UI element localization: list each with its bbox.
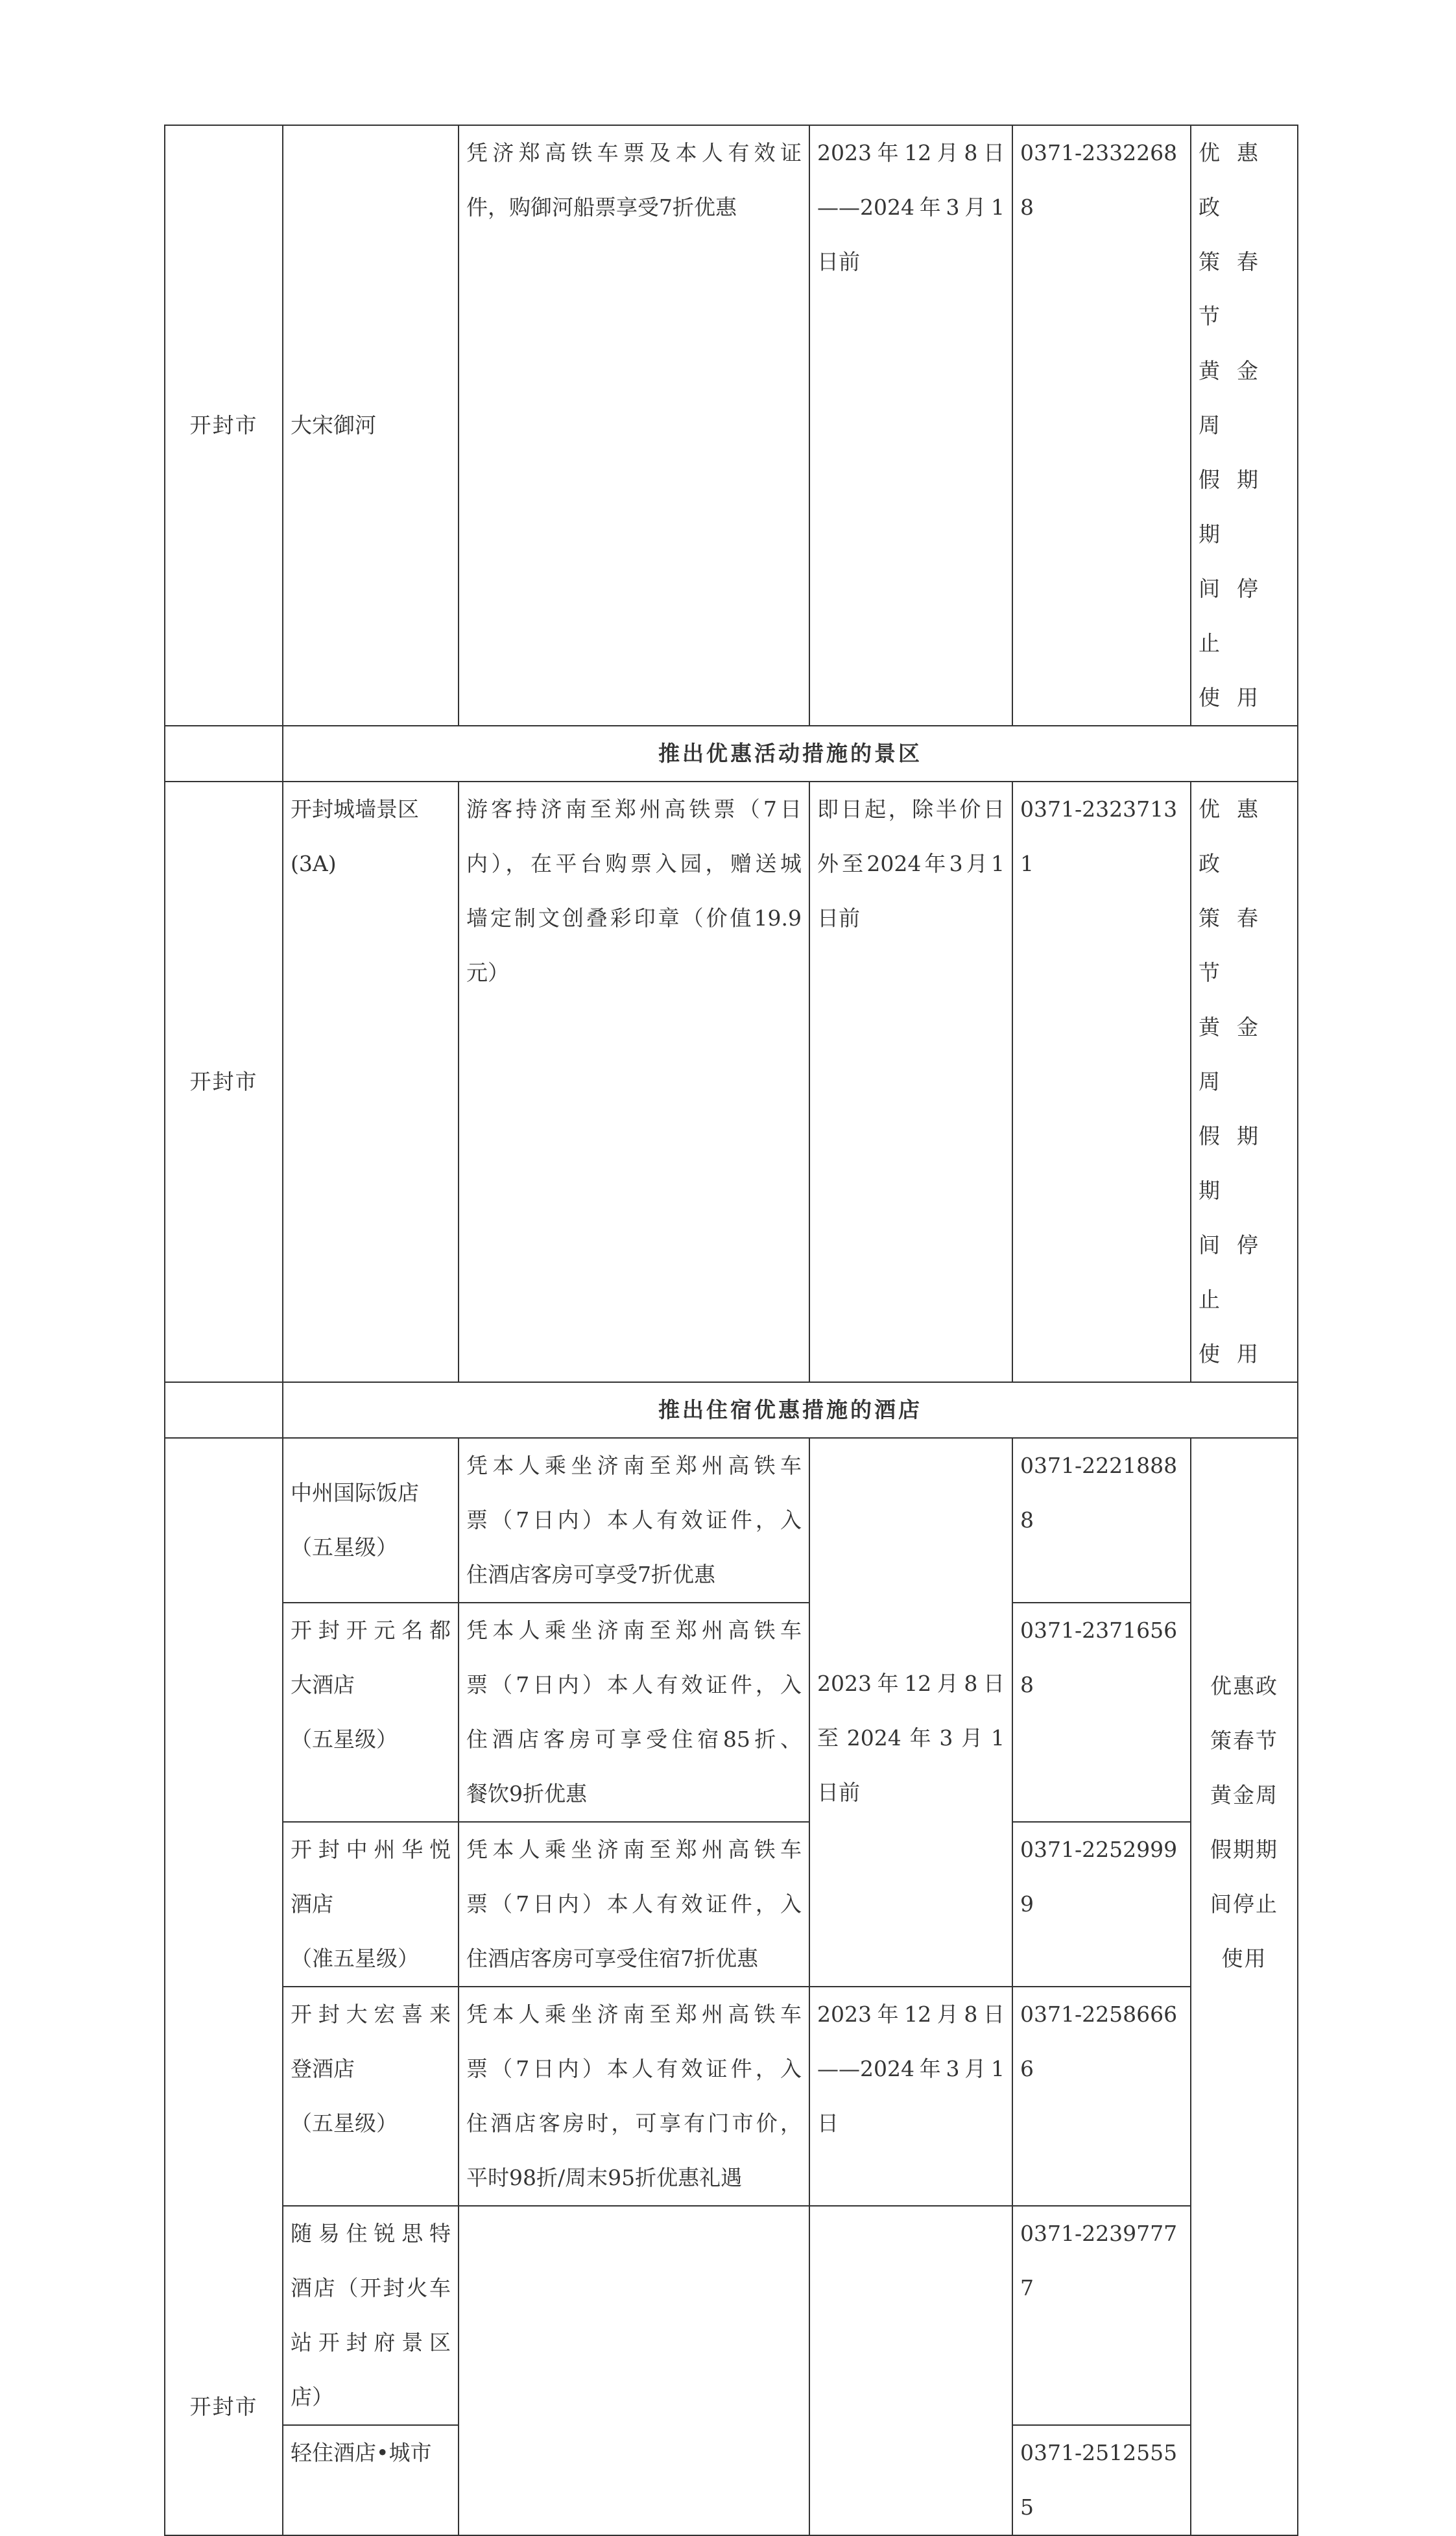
phone-cell: 0371-23716568 [1012,1603,1191,1822]
offer-line: 凭本人乘坐济南至郑州高铁车 [466,1453,802,1478]
note-line: 假期期 [1199,1123,1275,1203]
hotel-name-line: 中州国际饭店 [291,1480,419,1505]
offer-line: 件，购御河船票享受7折优惠 [466,195,737,220]
city-cell: 开封市 [165,782,283,1382]
hotel-name-line: （五星级） [291,1535,398,1560]
period-line: 至2024年3月1 [817,1725,1005,1751]
note-line: 策春节 [1199,905,1275,985]
offer-line: 凭本人乘坐济南至郑州高铁车 [466,1618,802,1643]
period-line: 日前 [817,905,860,931]
note-line: 使用 [1199,685,1275,710]
offer-line: 住酒店客房时，可享有门市价， [466,2111,802,2136]
offer-line: 票（7日内）本人有效证件，入 [466,2056,802,2081]
note-cell [1191,782,1298,1382]
hotel-name-cell [283,1987,459,2206]
hotel-name-line: 大酒店 [291,1672,355,1697]
note-line: 黄金周 [1199,1014,1275,1094]
offer-line: 住酒店客房可享受住宿85折、 [466,1727,802,1752]
hotel-name-line: （五星级） [291,1727,398,1752]
offer-line: 凭济郑高铁车票及本人有效证 [466,140,802,165]
city-cell: 开封市 [165,125,283,726]
note-line: 间停止 [1210,1891,1278,1917]
section-title: 推出优惠活动措施的景区 [283,726,1298,782]
offer-line: 墙定制文创叠彩印章（价值19.9 [466,905,802,931]
note-line: 优惠政 [1199,140,1275,220]
section-header-row [165,1382,1298,1438]
period-cell [809,1987,1012,2206]
offer-line: 凭本人乘坐济南至郑州高铁车 [466,2002,802,2027]
empty-cell [165,1382,283,1438]
hotel-name-line: 酒店（开封火车 [291,2275,451,2301]
city-cell: 开封市 [165,1438,283,2535]
period-cell [809,782,1012,1382]
note-line: 假期期 [1199,467,1275,547]
period-line: 2023年12月8日 [817,1671,1005,1696]
offer-line: 凭本人乘坐济南至郑州高铁车 [466,1837,802,1862]
period-cell [809,125,1012,726]
section-title: 推出住宿优惠措施的酒店 [283,1382,1298,1438]
offer-line: 游客持济南至郑州高铁票（7日 [466,796,802,822]
offer-cell [459,2206,809,2535]
offer-cell [459,1987,809,2206]
period-line: ——2024年3月1 [817,195,1005,220]
offer-cell [459,1438,809,1603]
note-line: 优惠政 [1199,796,1275,876]
offer-line: 餐饮9折优惠 [466,1781,587,1806]
hotel-name-line: 开封中州华悦 [291,1837,451,1862]
hotel-name-line: 站开封府景区 [291,2330,451,2355]
offer-line: 元） [466,960,509,985]
period-line: 日前 [817,1780,860,1805]
period-line: 即日起，除半价日 [817,796,1005,822]
section-header-row [165,726,1298,782]
offer-cell [459,782,809,1382]
hotel-name-cell: 轻住酒店•城市 [283,2425,459,2535]
period-line: 2023年12月8日 [817,140,1005,165]
note-line: 使用 [1199,1341,1275,1367]
hotel-name-cell [283,1822,459,1987]
period-line: 2023年12月8日 [817,2002,1005,2027]
hotel-name-line: 酒店 [291,1891,333,1917]
phone-cell: 0371-22529999 [1012,1822,1191,1987]
table-row [165,1603,1298,1822]
offer-line: 票（7日内）本人有效证件，入 [466,1891,802,1917]
hotel-name-line: （准五星级） [291,1946,419,1971]
period-line: 外至2024年3月1 [817,851,1005,876]
note-line: 假期期 [1210,1837,1278,1862]
hotel-name-cell [283,1438,459,1603]
venue-name-line: (3A) [291,851,337,876]
hotel-name-line: 随易住锐思特 [291,2221,451,2246]
phone-cell: 0371-22397777 [1012,2206,1191,2425]
hotel-name-line: （五星级） [291,2111,398,2136]
hotel-name-cell [283,1603,459,1822]
table-row [165,1438,1298,1603]
note-cell [1191,125,1298,726]
table-row [165,2206,1298,2425]
venue-name: 大宋御河 [291,413,376,438]
period-line: 日 [817,2111,839,2136]
table-row [165,1822,1298,1987]
empty-cell [165,726,283,782]
period-line: 日前 [817,249,860,274]
hotel-name-line: 店） [291,2384,333,2410]
hotel-name-line: 登酒店 [291,2056,355,2081]
table-row [165,125,1298,726]
phone-cell: 0371-22586666 [1012,1987,1191,2206]
phone-cell: 0371-23322688 [1012,125,1191,726]
offer-cell [459,1603,809,1822]
note-line: 间停止 [1199,1232,1275,1312]
offer-line: 内），在平台购票入园，赠送城 [466,851,802,876]
offer-line: 票（7日内）本人有效证件，入 [466,1672,802,1697]
venue-name-cell [283,782,459,1382]
offer-line: 平时98折/周末95折优惠礼遇 [466,2165,743,2190]
phone-cell: 0371-23237131 [1012,782,1191,1382]
venue-name-cell [283,125,459,726]
hotel-name-cell [283,2206,459,2425]
offer-cell [459,125,809,726]
venue-name-line: 开封城墙景区 [291,796,419,822]
hotel-name-line: 开封大宏喜来 [291,2002,451,2027]
note-line: 策春节 [1210,1728,1278,1753]
offer-line: 票（7日内）本人有效证件，入 [466,1507,802,1533]
note-line: 间停止 [1199,576,1275,656]
note-line: 黄金周 [1210,1782,1278,1808]
note-line: 黄金周 [1199,358,1275,438]
note-line: 策春节 [1199,249,1275,329]
hotel-name-line: 开封开元名都 [291,1618,451,1643]
period-cell [809,2206,1012,2535]
offer-cell [459,1822,809,1987]
phone-cell: 0371-25125555 [1012,2425,1191,2535]
table-row [165,782,1298,1382]
phone-cell: 0371-22218888 [1012,1438,1191,1603]
discount-table [164,125,1298,2536]
period-cell [809,1438,1012,1987]
table-row [165,1987,1298,2206]
note-line: 使用 [1221,1946,1267,1971]
offer-line: 住酒店客房可享受7折优惠 [466,1562,715,1587]
offer-line: 住酒店客房可享受住宿7折优惠 [466,1946,758,1971]
period-line: ——2024年3月1 [817,2056,1005,2081]
note-line: 优惠政 [1210,1673,1278,1699]
note-cell [1191,1438,1298,2535]
